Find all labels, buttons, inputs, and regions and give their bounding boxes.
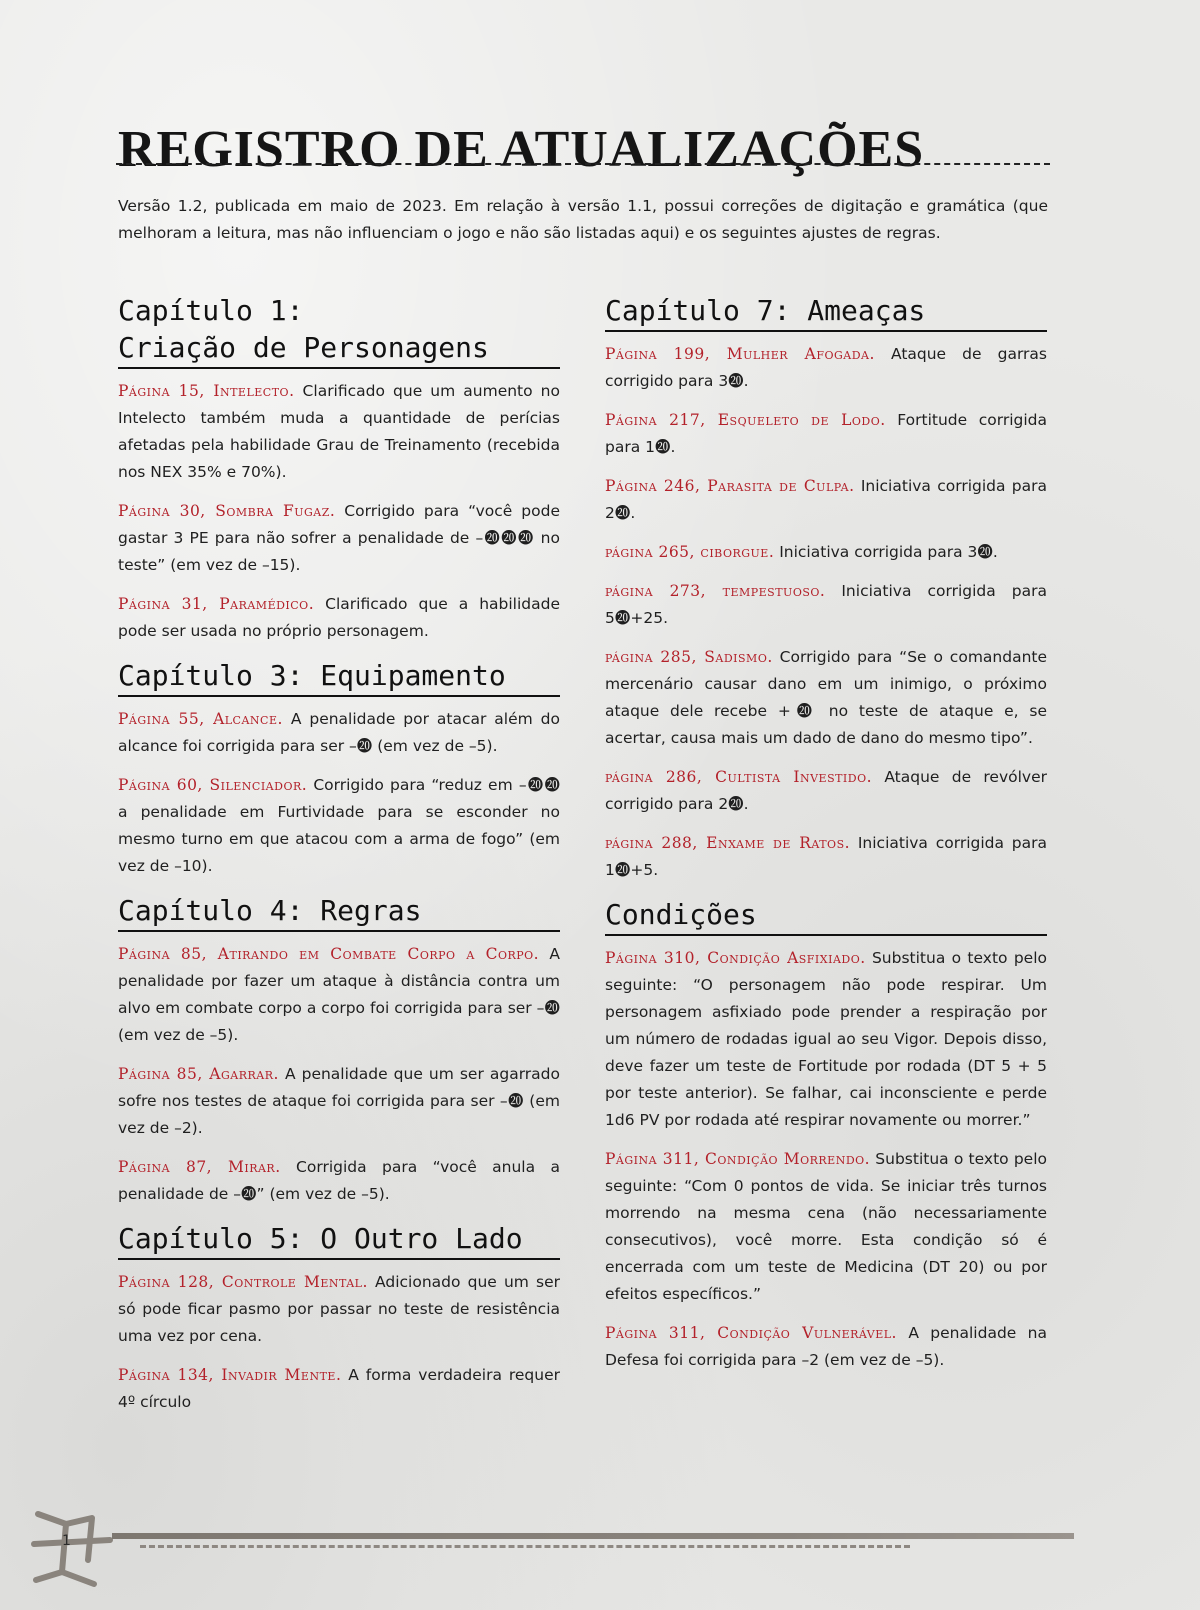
entry-sadismo: [605, 644, 1047, 752]
entry-ref: Página 128, Controle Mental.: [118, 1273, 368, 1291]
left-column: [118, 292, 560, 1428]
entry-morrendo: [605, 1146, 1047, 1308]
entry-mulher-afogada: [605, 341, 1047, 395]
entry-text: Ataque de garras corrigido para 3⓴.: [605, 345, 1047, 390]
chapter-7-heading: Capítulo 7: Ameaças: [605, 292, 1047, 332]
entry-esqueleto-lodo: [605, 407, 1047, 461]
entry-ref: Página 85, Atirando em Combate Corpo a Corpo.: [118, 945, 540, 963]
entry-text: A penalidade que um ser agarrado sofre nos testes de ataque foi corrigida para ser –⓴ (em vez de –2).: [118, 1065, 560, 1137]
entry-text: Clarificado que a habilidade pode ser usada no próprio personagem.: [118, 595, 561, 640]
chapter-3-heading: Capítulo 3: Equipamento: [118, 657, 560, 697]
entry-ref: Página 60, Silenciador.: [118, 776, 308, 794]
entry-parasita-culpa: [605, 473, 1047, 527]
entry-paramedico: [118, 591, 560, 645]
entry-text: Clarificado que um aumento no Intelecto também muda a quantidade de perícias afetadas pela habilidade Grau de Treinamento (recebida nos NEX 35% e 70%).: [118, 382, 560, 481]
entry-asfixiado: [605, 945, 1047, 1134]
entry-ref: Página 311, Condição Morrendo.: [605, 1150, 871, 1168]
page-number: 1: [62, 1533, 71, 1549]
entry-text: Corrigido para “Se o comandante mercenário causar dano em um inimigo, o próximo ataque dele recebe +⓴ no teste de ataque e, se acertar, causa mais um dado de dano do mesmo tipo”.: [605, 648, 1048, 747]
chapter-1-heading: [118, 292, 560, 369]
entry-ref: página 286, Cultista Investido.: [605, 768, 873, 786]
entry-ref: Página 199, Mulher Afogada.: [605, 345, 875, 363]
footer-divider: [112, 1533, 1074, 1539]
entry-text: Iniciativa corrigida para 5⓴+25.: [605, 582, 1047, 627]
entry-sombra-fugaz: [118, 498, 560, 579]
chapter-5-heading: Capítulo 5: O Outro Lado: [118, 1220, 560, 1260]
chapter-1-heading-line1: Capítulo 1:: [118, 294, 304, 327]
entry-tempestuoso: [605, 578, 1047, 632]
entry-text: Ataque de revólver corrigido para 2⓴.: [605, 768, 1047, 813]
entry-ref: página 285, Sadismo.: [605, 648, 773, 666]
title-divider: [116, 163, 1050, 165]
entry-text: Corrigido para “reduz em –⓴⓴ a penalidade em Furtividade para se esconder no mesmo turno em que atacou com a arma de fogo” (em vez de –10).: [118, 776, 560, 875]
entry-text: Corrigido para “você pode gastar 3 PE para não sofrer a penalidade de –⓴⓴⓴ no teste” (em vez de –15).: [118, 502, 560, 574]
intro-paragraph: Versão 1.2, publicada em maio de 2023. Em relação à versão 1.1, possui correções de digitação e gramática (que melhoram a leitura, mas não influenciam o jogo e não são listadas aqui) e os seguintes ajustes de regras.: [118, 197, 1048, 242]
entry-ref: Página 31, Paramédico.: [118, 595, 315, 613]
entry-silenciador: [118, 772, 560, 880]
entry-text: A penalidade na Defesa foi corrigida para –2 (em vez de –5).: [605, 1324, 1047, 1369]
conditions-heading: Condições: [605, 896, 1047, 936]
entry-text: A penalidade por fazer um ataque à distância contra um alvo em combate corpo a corpo foi corrigida para ser –⓴ (em vez de –5).: [118, 945, 560, 1044]
entry-text: A forma verdadeira requer 4º círculo: [118, 1366, 560, 1411]
entry-text: Corrigida para “você anula a penalidade de –⓴” (em vez de –5).: [118, 1158, 560, 1203]
entry-text: Iniciativa corrigida para 3⓴.: [774, 543, 998, 561]
entry-text: Substitua o texto pelo seguinte: “Com 0 pontos de vida. Se iniciar três turnos morrendo na mesma cena (não necessariamente consecutivos), você morre. Esta condição só é encerrada com um teste de Medicina (DT 20) ou por efeitos específicos.”: [605, 1150, 1047, 1303]
entry-ref: Página 310, Condição Asfixiado.: [605, 949, 866, 967]
entry-ref: Página 217, Esqueleto de Lodo.: [605, 411, 886, 429]
entry-text: Substitua o texto pelo seguinte: “O personagem não pode respirar. Um personagem asfixiado pode prender a respiração por um número de rodadas igual ao seu Vigor. Depois disso, deve fazer um teste de Fortitude por rodada (DT 5 + 5 por teste anterior). Se falhar, cai inconsciente e perde 1d6 PV por rodada até respirar novamente ou morrer.”: [605, 949, 1047, 1129]
entry-ref: página 273, tempestuoso.: [605, 582, 826, 600]
entry-invadir-mente: [118, 1362, 560, 1416]
entry-ref: página 288, Enxame de Ratos.: [605, 834, 851, 852]
entry-text: Fortitude corrigida para 1⓴.: [605, 411, 1048, 456]
entry-controle-mental: [118, 1269, 560, 1350]
entry-alcance: [118, 706, 560, 760]
entry-ref: Página 87, Mirar.: [118, 1158, 281, 1176]
chapter-4-heading: Capítulo 4: Regras: [118, 892, 560, 932]
entry-ref: página 265, ciborgue.: [605, 543, 775, 561]
entry-atirando-combate: [118, 941, 560, 1049]
document-title: REGISTRO DE ATUALIZAÇÕES: [118, 121, 925, 178]
entry-ref: Página 246, Parasita de Culpa.: [605, 477, 855, 495]
entry-cultista-investido: [605, 764, 1047, 818]
entry-agarrar: [118, 1061, 560, 1142]
entry-text: A penalidade por atacar além do alcance foi corrigida para ser –⓴ (em vez de –5).: [118, 710, 560, 755]
entry-ciborgue: [605, 539, 1047, 566]
entry-mirar: [118, 1154, 560, 1208]
entry-ref: Página 311, Condição Vulnerável.: [605, 1324, 897, 1342]
entry-text: Adicionado que um ser só pode ficar pasmo por passar no teste de resistência uma vez por cena.: [118, 1273, 561, 1345]
entry-ref: Página 85, Agarrar.: [118, 1065, 279, 1083]
entry-vulneravel: [605, 1320, 1047, 1374]
entry-ref: Página 55, Alcance.: [118, 710, 283, 728]
entry-enxame-ratos: [605, 830, 1047, 884]
entry-intelecto: [118, 378, 560, 486]
entry-text: Iniciativa corrigida para 1⓴+5.: [605, 834, 1047, 879]
chapter-1-heading-line2: Criação de Personagens: [118, 331, 489, 364]
entry-ref: Página 30, Sombra Fugaz.: [118, 502, 336, 520]
entry-ref: Página 15, Intelecto.: [118, 382, 295, 400]
footer-divider-dashed: [140, 1545, 910, 1548]
entry-text: Iniciativa corrigida para 2⓴.: [605, 477, 1048, 522]
entry-ref: Página 134, Invadir Mente.: [118, 1366, 342, 1384]
right-column: [605, 292, 1047, 1386]
